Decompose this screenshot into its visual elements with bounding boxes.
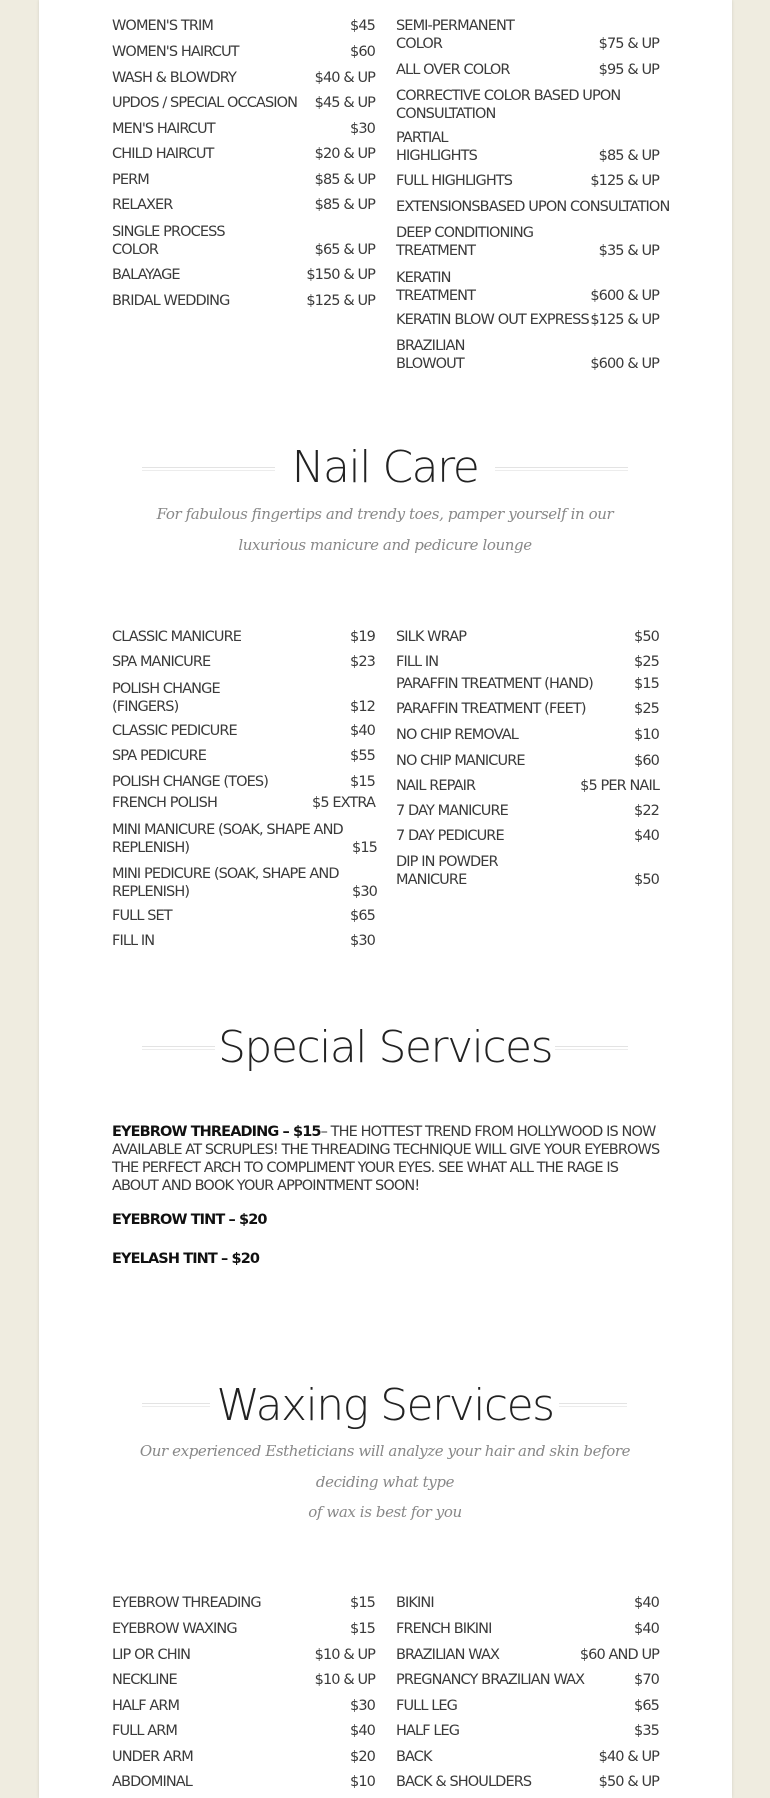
nail-left-item (112, 653, 375, 671)
nail-right-item (396, 700, 659, 718)
nail-left-item-name: CLASSIC PEDICURE (112, 723, 237, 739)
hair-left-item (112, 94, 375, 112)
hair-left-item-price: $60 (350, 44, 375, 60)
nail-left-item-name: POLISH CHANGE (FINGERS) (112, 681, 220, 715)
nail-right-item-name: NO CHIP MANICURE (396, 753, 525, 769)
nail-left-item-name: SPA PEDICURE (112, 748, 207, 764)
hair-left-item (112, 196, 375, 214)
hair-right-item (396, 61, 659, 79)
hair-right-item-price: $600 & UP (590, 288, 659, 304)
wax-left-item (112, 1671, 375, 1689)
eyelash-tint (112, 1250, 660, 1268)
hair-left-item-name: CHILD HAIRCUT (112, 146, 214, 162)
eyebrow-tint-title: EYEBROW TINT – $20 (112, 1212, 267, 1228)
wax-right-item-name: PREGNANCY BRAZILIAN WAX (396, 1672, 585, 1688)
nail-right-item-name: SILK WRAP (396, 629, 467, 645)
nail-left-item-name: FULL SET (112, 908, 172, 924)
special-title: Special Services (217, 1022, 553, 1073)
nail-left-item-price: $23 (350, 654, 375, 670)
hair-right-item (396, 17, 659, 53)
nail-left-item (112, 722, 375, 740)
waxing-title: Waxing Services (216, 1380, 554, 1431)
wax-right-item (396, 1594, 659, 1612)
nail-right-item-price: $50 (634, 872, 659, 888)
wax-right-item-price: $35 (634, 1723, 659, 1739)
nail-right-item (396, 726, 659, 744)
hair-left-item-price: $45 (350, 18, 375, 34)
nail-subtitle: For fabulous fingertips and trendy toes, pamper yourself in our luxurious manicure and pedicure lounge (156, 505, 614, 554)
hair-left-item (112, 120, 375, 138)
hair-left-item (112, 292, 375, 310)
hair-right-item (396, 337, 659, 373)
hair-right-item (396, 87, 659, 123)
hair-right-item-name: PARTIAL HIGHLIGHTS (396, 130, 477, 164)
wax-right-item (396, 1620, 659, 1638)
waxing-subtitle (135, 1436, 635, 1528)
nail-right-item (396, 752, 659, 770)
nail-right-item (396, 853, 659, 889)
nail-left-item-name: MINI MANICURE (SOAK, SHAPE AND REPLENISH) (112, 822, 343, 856)
hair-right-item-price: $600 & UP (590, 356, 659, 372)
nail-right-item (396, 653, 659, 671)
wax-left-item (112, 1722, 375, 1740)
waxing-subtitle-line1: Our experienced Estheticians will analyze your hair and skin before deciding what type (139, 1442, 631, 1491)
wax-left-item-name: HALF ARM (112, 1698, 180, 1714)
wax-right-item-name: BACK & SHOULDERS (396, 1774, 532, 1790)
hair-right-item-name: KERATIN BLOW OUT EXPRESS (396, 312, 589, 328)
nail-right-item-price: $15 (634, 676, 659, 692)
hair-left-item (112, 145, 375, 163)
wax-right-item-price: $40 & UP (598, 1749, 659, 1765)
wax-right-item (396, 1671, 659, 1689)
hair-left-item-name: RELAXER (112, 197, 173, 213)
hair-left-item-price: $30 (350, 121, 375, 137)
nail-right-item-name: PARAFFIN TREATMENT (HAND) (396, 676, 593, 692)
waxing-heading (0, 1380, 770, 1432)
hair-right-item-price: $125 & UP (590, 312, 659, 328)
hair-left-item (112, 171, 375, 189)
hair-right-item-name: KERATIN TREATMENT (396, 270, 476, 304)
nail-left-item-price: $15 (350, 774, 375, 790)
wax-left-item-price: $10 & UP (314, 1672, 375, 1688)
wax-left-item-name: NECKLINE (112, 1672, 177, 1688)
wax-right-item-name: FULL LEG (396, 1698, 457, 1714)
wax-left-item-price: $10 & UP (314, 1647, 375, 1663)
hair-left-item-price: $20 & UP (314, 146, 375, 162)
eyelash-tint-title: EYELASH TINT – $20 (112, 1251, 260, 1267)
wax-left-item (112, 1594, 375, 1612)
hair-right-item-name: FULL HIGHLIGHTS (396, 173, 513, 189)
hair-right-item (396, 129, 659, 165)
hair-right-item-name: CORRECTIVE COLOR BASED UPON CONSULTATION (396, 88, 621, 122)
nail-right-item-name: NAIL REPAIR (396, 778, 476, 794)
nail-right-item-price: $25 (634, 654, 659, 670)
nail-left-item-price: $19 (350, 629, 375, 645)
wax-right-item-name: FRENCH BIKINI (396, 1621, 492, 1637)
hair-left-item-price: $125 & UP (306, 293, 375, 309)
eyebrow-tint (112, 1211, 660, 1229)
wax-left-item (112, 1748, 375, 1766)
hair-right-item (396, 172, 659, 190)
nail-right-item-price: $50 (634, 629, 659, 645)
nail-right-item (396, 628, 659, 646)
wax-left-item-name: LIP OR CHIN (112, 1647, 191, 1663)
wax-left-item-price: $15 (350, 1595, 375, 1611)
nail-right-item-name: 7 DAY PEDICURE (396, 828, 504, 844)
wax-left-item-price: $30 (350, 1698, 375, 1714)
nail-right-item-price: $10 (634, 727, 659, 743)
nail-left-item-price: $55 (350, 748, 375, 764)
wax-right-item (396, 1697, 659, 1715)
nail-left-item-name: FILL IN (112, 933, 155, 949)
nail-left-item-price: $30 (352, 884, 377, 900)
nail-left-item (112, 680, 375, 716)
hair-left-item-name: BRIDAL WEDDING (112, 293, 230, 309)
hair-left-item-price: $85 & UP (314, 197, 375, 213)
hair-left-item-name: PERM (112, 172, 149, 188)
nail-left-item (112, 907, 375, 925)
hair-left-item-name: MEN'S HAIRCUT (112, 121, 215, 137)
nail-left-item (112, 932, 375, 950)
wax-right-item (396, 1646, 659, 1664)
nail-left-item-price: $65 (350, 908, 375, 924)
nail-left-item-price: $40 (350, 723, 375, 739)
nail-right-item-price: $40 (634, 828, 659, 844)
threading-description (112, 1123, 660, 1195)
nail-right-item (396, 827, 659, 845)
nail-left-item-name: CLASSIC MANICURE (112, 629, 241, 645)
nail-right-item-price: $22 (634, 803, 659, 819)
nail-left-item-name: FRENCH POLISH (112, 795, 217, 811)
wax-right-item-name: BRAZILIAN WAX (396, 1647, 499, 1663)
wax-right-item-price: $40 (634, 1595, 659, 1611)
hair-left-item-name: BALAYAGE (112, 267, 180, 283)
threading-text: – THE HOTTEST TREND FROM HOLLYWOOD IS NOW AVAILABLE AT SCRUPLES! THE THREADING TECHNIQUE WILL GIVE YOUR EYEBROWS THE PERFECT ARCH TO COMPLIMENT YOUR EYES. SEE WHAT ALL THE RAGE IS ABOUT AND BOOK YOUR APPOINTMENT SOON! (112, 1124, 660, 1194)
special-heading (0, 1022, 770, 1074)
hair-right-item-price: $85 & UP (598, 148, 659, 164)
hair-left-item (112, 69, 375, 87)
nail-left-item-name: SPA MANICURE (112, 654, 211, 670)
nail-left-item (112, 773, 375, 791)
hair-left-item-price: $45 & UP (314, 95, 375, 111)
hair-right-item (396, 198, 670, 216)
hair-right-item-name: SEMI-PERMANENT COLOR (396, 18, 514, 52)
nail-left-item (112, 628, 375, 646)
nail-right-item-price: $5 PER NAIL (580, 778, 659, 794)
hair-left-item-name: WOMEN'S TRIM (112, 18, 213, 34)
hair-left-item-name: SINGLE PROCESS COLOR (112, 224, 225, 258)
wax-right-item-price: $50 & UP (598, 1774, 659, 1790)
nail-left-item-price: $5 EXTRA (312, 795, 375, 811)
wax-left-item-price: $10 (350, 1774, 375, 1790)
wax-left-item (112, 1620, 375, 1638)
nail-left-item-price: $15 (352, 840, 377, 856)
wax-right-item-price: $60 AND UP (579, 1647, 659, 1663)
wax-left-item-name: EYEBROW WAXING (112, 1621, 237, 1637)
nail-right-item (396, 675, 659, 693)
hair-left-item-price: $65 & UP (314, 242, 375, 258)
wax-right-item-price: $70 (634, 1672, 659, 1688)
hair-left-item-price: $150 & UP (306, 267, 375, 283)
hair-right-item-price: $95 & UP (598, 62, 659, 78)
wax-left-item-name: FULL ARM (112, 1723, 178, 1739)
hair-right-item-name: EXTENSIONS (396, 199, 480, 215)
wax-right-item-price: $65 (634, 1698, 659, 1714)
nail-left-item-price: $12 (350, 699, 375, 715)
hair-left-item (112, 17, 375, 35)
nail-left-item (112, 865, 375, 901)
hair-right-item-price: $75 & UP (598, 36, 659, 52)
wax-right-item-name: BACK (396, 1749, 432, 1765)
wax-right-item-name: BIKINI (396, 1595, 434, 1611)
wax-left-item (112, 1697, 375, 1715)
wax-left-item-name: UNDER ARM (112, 1749, 193, 1765)
hair-right-item-price: $35 & UP (598, 243, 659, 259)
hair-right-item (396, 269, 659, 305)
hair-left-item (112, 266, 375, 284)
hair-left-item-price: $85 & UP (314, 172, 375, 188)
hair-right-item-name: DEEP CONDITIONING TREATMENT (396, 225, 534, 259)
wax-right-item-price: $40 (634, 1621, 659, 1637)
nail-right-item-price: $60 (634, 753, 659, 769)
hair-left-item (112, 43, 375, 61)
nail-right-item-name: FILL IN (396, 654, 439, 670)
nail-left-item-name: MINI PEDICURE (SOAK, SHAPE AND REPLENISH) (112, 866, 339, 900)
nail-left-item (112, 747, 375, 765)
wax-left-item (112, 1773, 375, 1791)
hair-right-item-name: ALL OVER COLOR (396, 62, 510, 78)
hair-right-item-price: $125 & UP (590, 173, 659, 189)
nail-right-item-name: DIP IN POWDER MANICURE (396, 854, 498, 888)
threading-title: EYEBROW THREADING – $15 (112, 1124, 321, 1140)
wax-left-item-name: ABDOMINAL (112, 1774, 192, 1790)
nail-right-item-name: PARAFFIN TREATMENT (FEET) (396, 701, 586, 717)
wax-left-item-name: EYEBROW THREADING (112, 1595, 261, 1611)
hair-left-item-name: UPDOS / SPECIAL OCCASION (112, 95, 298, 111)
nail-title: Nail Care (291, 442, 479, 493)
nail-left-item-price: $30 (350, 933, 375, 949)
nail-left-item (112, 794, 375, 812)
nail-right-item-price: $25 (634, 701, 659, 717)
wax-left-item-price: $15 (350, 1621, 375, 1637)
nail-left-item (112, 821, 375, 857)
wax-right-item (396, 1773, 659, 1791)
hair-left-item-name: WASH & BLOWDRY (112, 70, 236, 86)
wax-right-item (396, 1722, 659, 1740)
nail-left-item-name: POLISH CHANGE (TOES) (112, 774, 268, 790)
hair-left-item (112, 223, 375, 259)
wax-right-item (396, 1748, 659, 1766)
hair-right-item-name: BRAZILIAN BLOWOUT (396, 338, 465, 372)
wax-left-item-price: $40 (350, 1723, 375, 1739)
hair-left-item-name: WOMEN'S HAIRCUT (112, 44, 239, 60)
hair-right-item-price: BASED UPON CONSULTATION (479, 199, 670, 215)
hair-right-item (396, 311, 659, 329)
hair-right-item (396, 224, 659, 260)
nail-right-item-name: 7 DAY MANICURE (396, 803, 508, 819)
nail-right-item (396, 802, 659, 820)
waxing-subtitle-line2: of wax is best for you (308, 1503, 462, 1521)
hair-left-item-price: $40 & UP (314, 70, 375, 86)
wax-right-item-name: HALF LEG (396, 1723, 460, 1739)
nail-right-item-name: NO CHIP REMOVAL (396, 727, 518, 743)
wax-left-item (112, 1646, 375, 1664)
nail-heading (0, 442, 770, 494)
nail-right-item (396, 777, 659, 795)
wax-left-item-price: $20 (350, 1749, 375, 1765)
